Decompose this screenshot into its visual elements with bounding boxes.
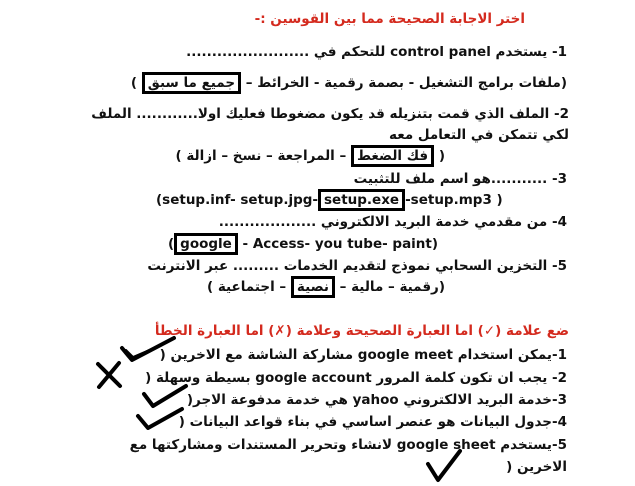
handwritten-check-5-icon [424,448,464,484]
question-4-text: 4- من مقدمي خدمة البريد الالكتروني ................... [218,214,567,230]
question-3-answer: setup.exe [318,189,405,211]
question-3-text: 3- ...........هو اسم ملف للتثبيت [353,171,567,187]
question-4-answer: google [174,233,238,255]
section2-heading: ضع علامة (✓) اما العبارة الصحيحة وعلامة (✗) اما العبارة الخطأ [154,323,569,339]
statement-4: 4-جدول البيانات هو عنصر اساسي في بناء قواعد البيانات ( [178,414,567,430]
question-1-text: 1- يستخدم control panel للتحكم في ........................ [186,44,567,60]
question-5-options-open: (رقمية – مالية – [334,279,445,295]
question-3-options-open: (setup.inf- setup.jpg- [156,192,318,208]
handwritten-check-1-icon [118,334,178,364]
question-2-options-close: – المراجعة – نسخ – ازالة ) [175,148,351,164]
question-1-answer: جميع ما سبق [142,72,241,94]
question-5-text: 5- التخزين السحابي نموذج لتقديم الخدمات ......... عبر الانترنت [147,258,567,274]
statement-5-cont: الاخرين ( [506,459,567,475]
statement-1: 1-يمكن استخدام google meet مشاركة الشاشة مع الاخرين ( [159,347,567,363]
question-5-answer: نصية [291,276,335,298]
question-3-options-close: -setup.mp3 ) [405,192,503,208]
question-2-answer: فك الضغط [351,145,434,167]
question-1-options [131,74,567,92]
question-1-options-open: (ملفات برامج التشغيل - بصمة رقمية - الخرائط – [241,75,567,91]
question-3-options [156,191,503,209]
question-4-options-close: - Access- you tube- paint) [237,236,439,252]
question-2-options-open: ( [434,148,445,164]
statement-3: 3-خدمة البريد الالكتروني yahoo هي خدمة مدفوعة الاجر( [186,392,567,408]
handwritten-cross-icon [93,360,125,390]
statement-5: 5-يستخدم google sheet لانشاء وتحرير المستندات ومشاركتها مع [129,437,567,453]
question-4-options-open: ( [168,236,175,252]
section1-heading: اختر الاجابة الصحيحة مما بين القوسين :- [254,11,525,27]
question-1-options-close: ) [130,75,142,91]
question-2-text-2: لكي تتمكن في التعامل معه [389,127,569,143]
question-2-text: 2- الملف الذي قمت بتنزيله قد يكون مضغوطا فعليك اولا............ الملف [91,106,569,122]
question-5-options [207,278,445,296]
question-2-options [175,147,445,165]
question-4-options [168,235,438,253]
question-5-options-close: – اجتماعية ) [206,279,291,295]
handwritten-check-4-icon [134,404,186,432]
statement-2: 2- يجب ان تكون كلمة المرور google account بسيطة وسهلة ( [145,370,567,386]
